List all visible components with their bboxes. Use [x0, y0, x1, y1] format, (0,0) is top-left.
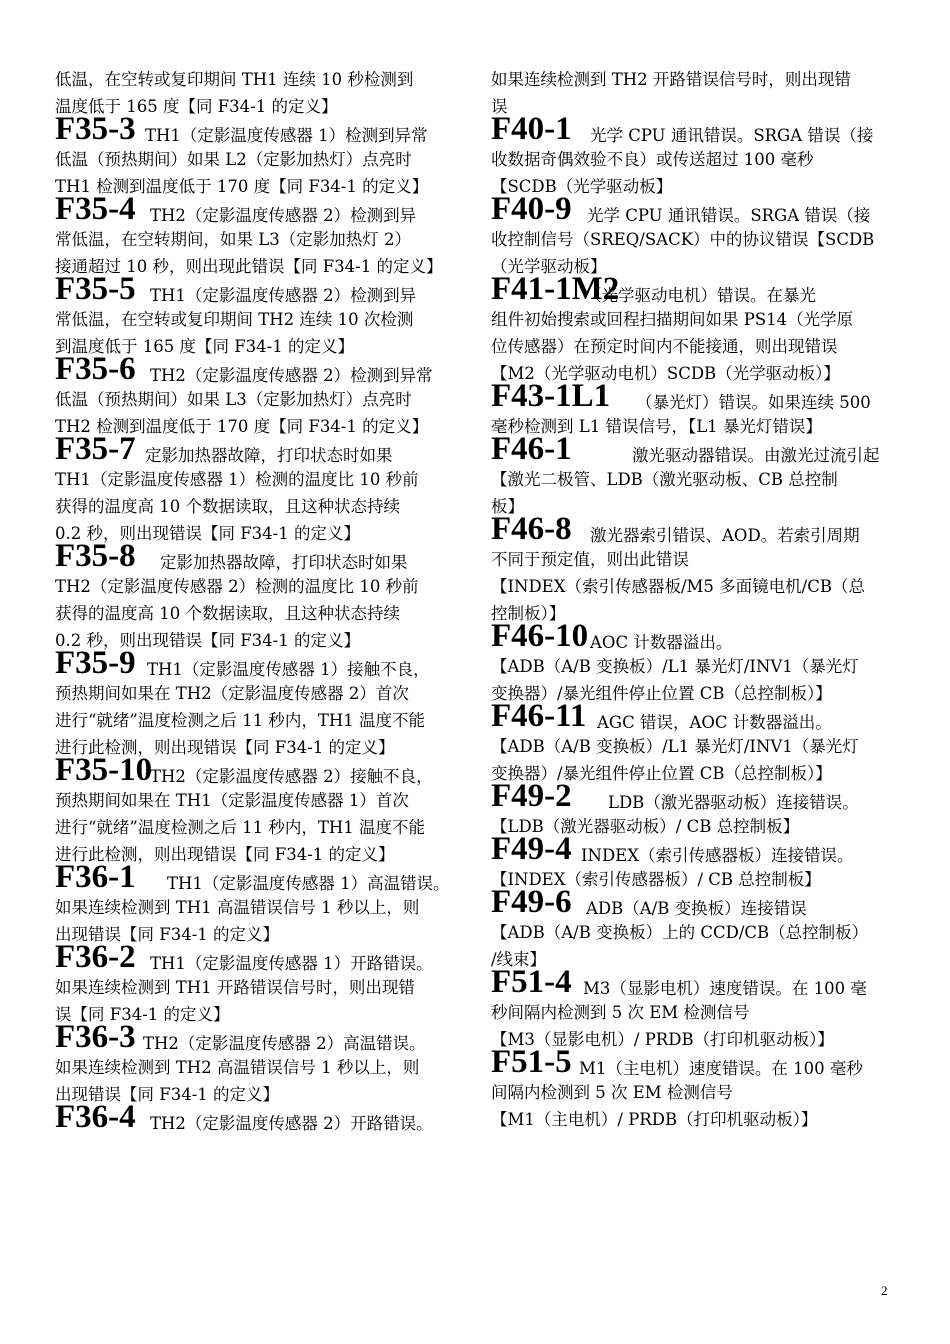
error-code: F35-7: [55, 431, 136, 467]
error-description-line: 如果连续检测到 TH2 高温错误信号 1 秒以上，则: [55, 1058, 420, 1077]
error-entry-head: [491, 513, 895, 546]
error-code: F46-10: [491, 618, 589, 654]
error-entry: [55, 353, 458, 440]
error-description-first-line: （光学驱动电机）错误。在暴光: [585, 286, 816, 305]
error-entry-head: [491, 113, 895, 146]
error-code: F35-3: [55, 111, 136, 147]
error-description-line: 出现错误【同 F34-1 的定义】: [55, 925, 280, 944]
error-entry: [491, 193, 895, 280]
error-entry: [491, 966, 895, 1053]
error-description-line: 【LDB（激光器驱动板）/ CB 总控制板】: [491, 817, 800, 836]
error-code: F36-3: [55, 1019, 136, 1055]
error-description-line: 进行此检测，则出现错误【同 F34-1 的定义】: [55, 738, 395, 757]
error-entry: [55, 861, 458, 948]
error-description-first-line: M3（显影电机）速度错误。在 100 毫: [583, 979, 867, 998]
error-entry-head: [55, 941, 458, 974]
error-description-line: 收数据奇偶效验不良）或传送超过 100 毫秒: [491, 150, 814, 169]
error-description-line: 误【同 F34-1 的定义】: [55, 1005, 230, 1024]
error-description-line: 组件初始搜索或回程扫描期间如果 PS14（光学原: [491, 310, 854, 329]
error-description-first-line: LDB（激光器驱动板）连接错误。: [608, 793, 859, 812]
intro-line: 误: [491, 97, 508, 116]
error-description-first-line: TH1（定影温度传感器 1）接触不良，: [147, 660, 430, 679]
error-description-line: 【ADB（A/B 变换板）/L1 暴光灯/INV1（暴光灯: [491, 657, 859, 676]
error-code: F46-8: [491, 511, 572, 547]
error-entry-head: [491, 700, 895, 733]
intro-line: 如果连续检测到 TH2 开路错误信号时，则出现错: [491, 70, 851, 89]
error-code: F35-8: [55, 538, 136, 574]
error-entry: [55, 754, 458, 868]
error-entry: [491, 1046, 895, 1133]
error-description-line: （光学驱动板】: [491, 257, 607, 276]
error-description-line: 低温（预热期间）如果 L2（定影加热灯）点亮时: [55, 150, 412, 169]
error-description-line: 【M1（主电机）/ PRDB（打印机驱动板）】: [491, 1110, 818, 1129]
error-code: F46-11: [491, 698, 587, 734]
error-description-first-line: TH2（定影温度传感器 2）高温错误。: [143, 1034, 426, 1053]
error-description-line: 进行“就绪”温度检测之后 11 秒内，TH1 温度不能: [55, 818, 425, 837]
error-description-line: TH1（定影温度传感器 1）检测的温度比 10 秒前: [55, 470, 419, 489]
error-description-first-line: INDEX（索引传感器板）连接错误。: [581, 846, 854, 865]
error-description-line: 低温（预热期间）如果 L3（定影加热灯）点亮时: [55, 390, 412, 409]
error-entry-head: [491, 833, 895, 866]
error-entry: [55, 647, 458, 761]
error-description-line: 间隔内检测到 5 次 EM 检测信号: [491, 1083, 733, 1102]
error-entry-head: [491, 886, 895, 919]
error-entry: [491, 513, 895, 627]
error-description-first-line: TH1（定影温度传感器 1）高温错误。: [167, 874, 450, 893]
error-code: F43-1L1: [491, 378, 611, 414]
error-description-line: 板】: [491, 497, 524, 516]
error-code: F36-1: [55, 859, 136, 895]
error-description-first-line: ADB（A/B 变换板）连接错误: [586, 899, 807, 918]
error-description-first-line: M1（主电机）速度错误。在 100 毫秒: [579, 1059, 863, 1078]
error-entry: [55, 273, 458, 360]
error-description-first-line: 光学 CPU 通讯错误。SRGA 错误（接: [587, 206, 871, 225]
error-description-line: 常低温，在空转或复印期间 TH2 连续 10 次检测: [55, 310, 414, 329]
error-description-first-line: TH2（定影温度传感器 2）开路错误。: [150, 1114, 433, 1133]
error-entry-head: [55, 353, 458, 386]
error-description-first-line: TH2（定影温度传感器 2）检测到异常: [150, 366, 433, 385]
error-description-first-line: TH2（定影温度传感器 2）接触不良，: [150, 767, 433, 786]
error-code: F36-2: [55, 939, 136, 975]
error-description-line: 【ADB（A/B 变换板）/L1 暴光灯/INV1（暴光灯: [491, 737, 859, 756]
error-description-first-line: 光学 CPU 通讯错误。SRGA 错误（接: [590, 126, 874, 145]
error-description-first-line: 定影加热器故障，打印状态时如果: [160, 553, 408, 572]
error-description-line: 如果连续检测到 TH1 开路错误信号时，则出现错: [55, 978, 415, 997]
error-description-line: 获得的温度高 10 个数据读取，且这种状态持续: [55, 497, 400, 516]
error-description-line: 【INDEX（索引传感器板/M5 多面镜电机/CB（总: [491, 577, 865, 596]
error-code: F36-4: [55, 1099, 136, 1135]
error-entry: [491, 273, 895, 387]
error-entry-head: [55, 540, 458, 573]
error-description-line: /线束】: [491, 950, 547, 969]
error-description-line: 【M2（光学驱动电机）SCDB（光学驱动板）】: [491, 364, 840, 383]
error-description-line: TH1 检测到温度低于 170 度【同 F34-1 的定义】: [55, 177, 429, 196]
error-description-line: TH2 检测到温度低于 170 度【同 F34-1 的定义】: [55, 417, 429, 436]
error-code: F35-9: [55, 645, 136, 681]
error-description-line: 0.2 秒，则出现错误【同 F34-1 的定义】: [55, 631, 360, 650]
error-entry-head: [491, 620, 895, 653]
error-entry-head: [55, 433, 458, 466]
error-code: F51-5: [491, 1044, 572, 1080]
error-code: F35-6: [55, 351, 136, 387]
error-entry: [55, 113, 458, 200]
error-entry-head: [491, 966, 895, 999]
error-entry-head: [55, 754, 458, 787]
error-entry-head: [491, 273, 895, 306]
error-description-line: 【INDEX（索引传感器板）/ CB 总控制板】: [491, 870, 821, 889]
page-number: 2: [881, 1283, 888, 1298]
error-description-first-line: TH1（定影温度传感器 1）开路错误。: [150, 954, 433, 973]
error-description-first-line: TH2（定影温度传感器 2）检测到异: [150, 206, 417, 225]
error-entry-head: [55, 647, 458, 680]
error-description-line: 如果连续检测到 TH1 高温错误信号 1 秒以上，则: [55, 898, 420, 917]
error-description-line: 不同于预定值，则出此错误: [491, 550, 689, 569]
error-description-line: 收控制信号（SREQ/SACK）中的协议错误【SCDB: [491, 230, 875, 249]
error-entry: [55, 941, 458, 1028]
error-description-line: 预热期间如果在 TH2（定影温度传感器 2）首次: [55, 684, 409, 703]
error-code: F35-4: [55, 191, 136, 227]
left-column: [55, 66, 458, 1134]
error-description-line: 变换器）/暴光组件停止位置 CB（总控制板）】: [491, 684, 832, 703]
error-description-first-line: AGC 错误，AOC 计数器溢出。: [597, 713, 832, 732]
right-column: [491, 66, 895, 1133]
error-entry-head: [491, 433, 895, 466]
error-description-line: 【SCDB（光学驱动板】: [491, 177, 673, 196]
error-description-line: 【M3（显影电机）/ PRDB（打印机驱动板）】: [491, 1030, 834, 1049]
error-description-line: 【激光二极管、LDB（激光驱动板、CB 总控制: [491, 470, 838, 489]
error-description-line: 到温度低于 165 度【同 F34-1 的定义】: [55, 337, 354, 356]
error-description-line: 【ADB（A/B 变换板）上的 CCD/CB（总控制板）: [491, 923, 869, 942]
error-description-first-line: 定影加热器故障，打印状态时如果: [145, 446, 393, 465]
error-description-line: 位传感器）在预定时间内不能接通，则出现错误: [491, 337, 838, 356]
error-code: F49-6: [491, 884, 572, 920]
error-entry-head: [491, 193, 895, 226]
error-entry-head: [55, 1021, 458, 1054]
error-entry-head: [55, 193, 458, 226]
error-entry-head: [55, 113, 458, 146]
error-code: F40-9: [491, 191, 572, 227]
error-entry-head: [55, 273, 458, 306]
error-entry: [491, 113, 895, 200]
error-code: F40-1: [491, 111, 572, 147]
error-entry: [491, 886, 895, 973]
error-description-line: 控制板）】: [491, 604, 566, 623]
error-description-line: 进行“就绪”温度检测之后 11 秒内，TH1 温度不能: [55, 711, 425, 730]
error-description-line: 常低温，在空转期间，如果 L3（定影加热灯 2）: [55, 230, 411, 249]
error-entry: [55, 1101, 458, 1134]
error-entry: [55, 193, 458, 280]
error-description-first-line: TH1（定影温度传感器 1）检测到异常: [145, 126, 428, 145]
error-code: F49-2: [491, 778, 572, 814]
error-description-line: 进行此检测，则出现错误【同 F34-1 的定义】: [55, 845, 395, 864]
error-description-line: 出现错误【同 F34-1 的定义】: [55, 1085, 280, 1104]
error-description-first-line: （暴光灯）错误。如果连续 500: [636, 393, 871, 412]
intro-line: 温度低于 165 度【同 F34-1 的定义】: [55, 97, 338, 116]
error-entry-head: [491, 380, 895, 413]
error-description-line: 预热期间如果在 TH1（定影温度传感器 1）首次: [55, 791, 409, 810]
error-entry: [55, 540, 458, 654]
error-code: F49-4: [491, 831, 572, 867]
error-code: F46-1: [491, 431, 572, 467]
error-entry: [491, 620, 895, 707]
error-entry-head: [55, 861, 458, 894]
error-description-line: 获得的温度高 10 个数据读取，且这种状态持续: [55, 604, 400, 623]
error-entry-head: [491, 1046, 895, 1079]
error-entry-head: [491, 780, 895, 813]
error-description-line: 0.2 秒，则出现错误【同 F34-1 的定义】: [55, 524, 360, 543]
error-entry: [491, 433, 895, 520]
error-entry: [55, 1021, 458, 1108]
error-description-line: TH2（定影温度传感器 2）检测的温度比 10 秒前: [55, 577, 419, 596]
error-description-first-line: 激光器索引错误、AOD。若索引周期: [590, 526, 860, 545]
error-code: F35-10: [55, 752, 153, 788]
error-description-first-line: AOC 计数器溢出。: [590, 633, 733, 652]
error-code: F51-4: [491, 964, 572, 1000]
error-description-first-line: TH1（定影温度传感器 2）检测到异: [150, 286, 417, 305]
error-entry: [491, 700, 895, 787]
error-description-line: 秒间隔内检测到 5 次 EM 检测信号: [491, 1003, 750, 1022]
error-description-line: 接通超过 10 秒，则出现此错误【同 F34-1 的定义】: [55, 257, 443, 276]
error-description-line: 毫秒检测到 L1 错误信号，【L1 暴光灯错误】: [491, 417, 822, 436]
error-code: F35-5: [55, 271, 136, 307]
error-code: F41-1M2: [491, 271, 620, 307]
intro-line: 低温，在空转或复印期间 TH1 连续 10 秒检测到: [55, 70, 414, 89]
error-description-line: 变换器）/暴光组件停止位置 CB（总控制板）】: [491, 764, 832, 783]
error-description-first-line: 激光驱动器错误。由激光过流引起: [632, 446, 880, 465]
error-entry-head: [55, 1101, 458, 1134]
error-entry: [55, 433, 458, 547]
